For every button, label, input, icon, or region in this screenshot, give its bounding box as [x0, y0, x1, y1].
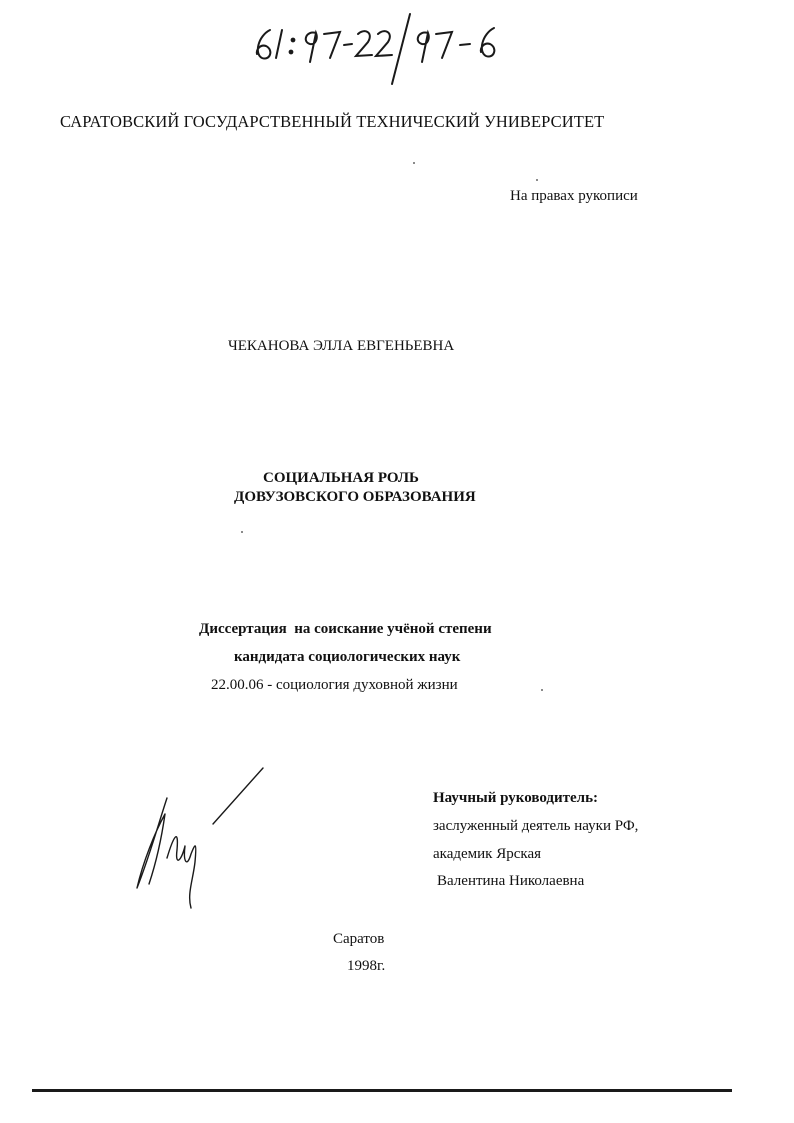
degree-statement-line-2: кандидата социологических наук — [234, 649, 461, 665]
supervisor-given-names: Валентина Николаевна — [437, 873, 585, 889]
dissertation-title-line-2: ДОВУЗОВСКОГО ОБРАЗОВАНИЯ — [234, 489, 476, 505]
manuscript-rights-note: На правах рукописи — [510, 188, 638, 204]
scan-speck — [241, 531, 243, 533]
bottom-rule — [32, 1089, 732, 1092]
year: 1998г. — [347, 958, 386, 974]
handwritten-catalog-code — [0, 0, 794, 90]
supervisor-rank-surname: академик Ярская — [433, 846, 542, 862]
supervisor-heading: Научный руководитель: — [433, 790, 598, 806]
city: Саратов — [333, 931, 385, 947]
handwritten-code-text: 61:97-22/97-6 — [420, 20, 426, 21]
author-name: ЧЕКАНОВА ЭЛЛА ЕВГЕНЬЕВНА — [228, 338, 455, 354]
scan-speck — [541, 689, 543, 691]
supervisor-title: заслуженный деятель науки РФ, — [433, 818, 639, 834]
signature-image — [125, 762, 275, 912]
specialty-code: 22.00.06 - социология духовной жизни — [211, 677, 458, 693]
scan-speck — [413, 162, 415, 164]
scan-speck — [536, 179, 538, 181]
degree-statement-line-1: Диссертация на соискание учёной степени — [199, 621, 492, 637]
university-name: САРАТОВСКИЙ ГОСУДАРСТВЕННЫЙ ТЕХНИЧЕСКИЙ УНИВЕРСИТЕТ — [60, 112, 605, 131]
dissertation-title-line-1: СОЦИАЛЬНАЯ РОЛЬ — [263, 470, 419, 486]
